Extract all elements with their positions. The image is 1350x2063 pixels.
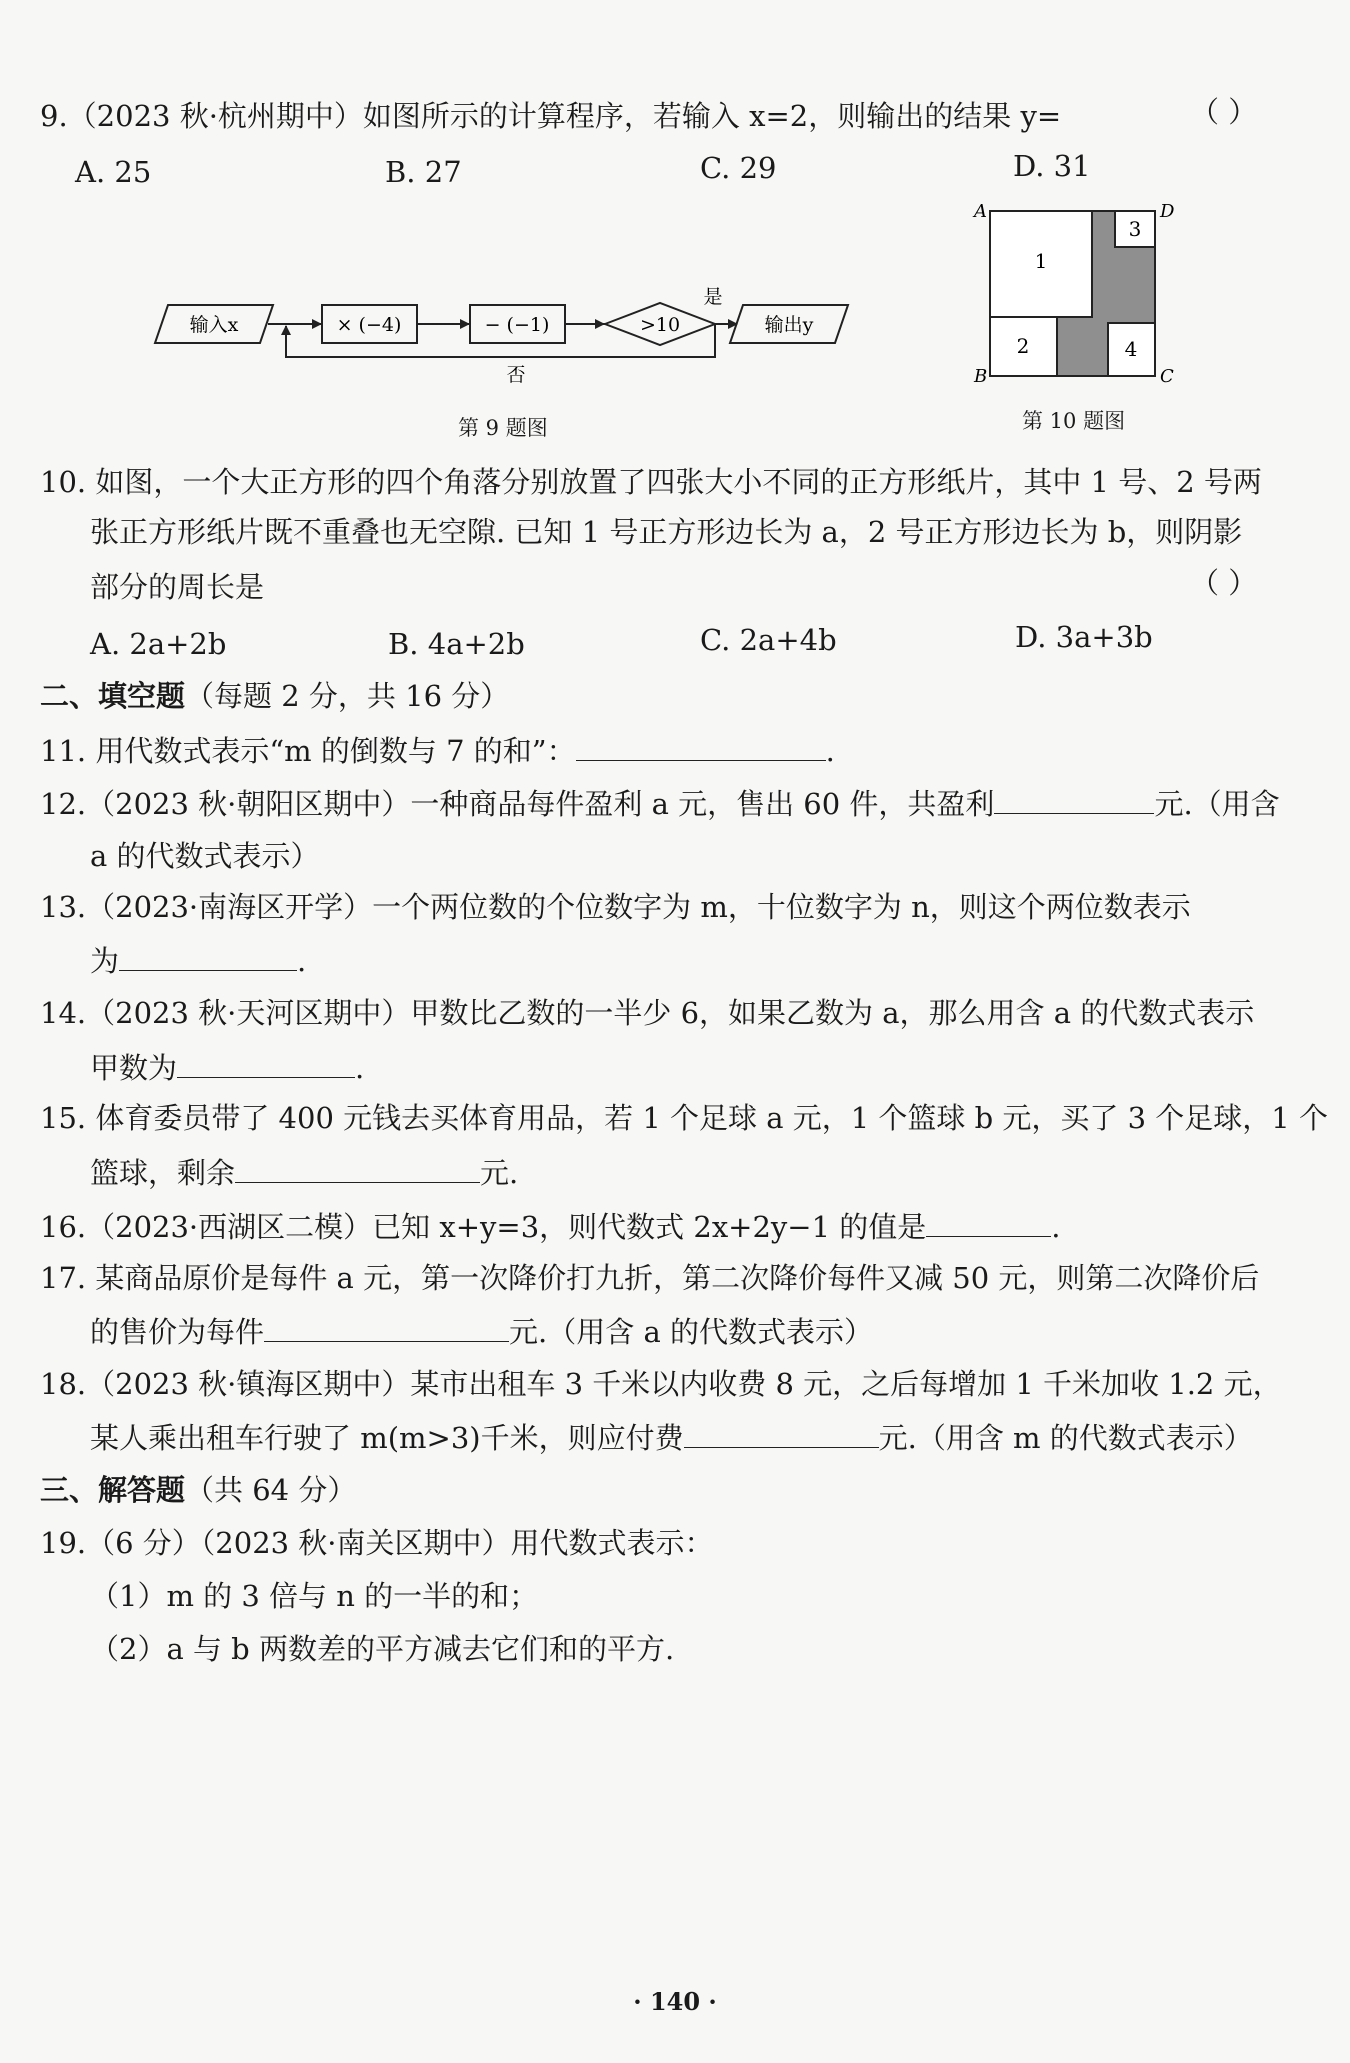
q15-line-1: 15. 体育委员带了 400 元钱去买体育用品，若 1 个足球 a 元，1 个篮球 b 元，买了 3 个足球，1 个 <box>40 1101 1328 1135</box>
q10-line-3: 部分的周长是 <box>90 570 265 604</box>
section-2-note: （每题 2 分，共 16 分） <box>185 679 510 713</box>
q15-end: 元. <box>480 1156 519 1190</box>
q16-text: 16.（2023·西湖区二模）已知 x+y=3，则代数式 2x+2y−1 的值是 <box>40 1210 927 1244</box>
q10-line-2: 张正方形纸片既不重叠也无空隙. 已知 1 号正方形边长为 a，2 号正方形边长为 b，则阴影 <box>90 515 1243 549</box>
q10-option-a: A. 2a+2b <box>90 627 227 661</box>
q9-option-d: D. 31 <box>1013 149 1091 183</box>
flow-yes-label: 是 <box>703 286 723 308</box>
q10-option-b: B. 4a+2b <box>388 627 525 661</box>
corner-b-label: B <box>974 366 988 387</box>
q9-flowchart <box>150 285 860 395</box>
flow-step1-label: × (−4) <box>336 314 402 336</box>
q13-line-2 <box>90 940 306 981</box>
q10-option-d: D. 3a+3b <box>1015 620 1153 654</box>
q18-end: 元.（用含 m 的代数式表示） <box>878 1421 1253 1455</box>
q10-option-c: C. 2a+4b <box>700 623 837 657</box>
q9-answer-paren: （ ） <box>1190 95 1258 129</box>
corner-a-label: A <box>974 201 987 222</box>
q14-line-1: 14.（2023 秋·天河区期中）甲数比乙数的一半少 6，如果乙数为 a，那么用含 a 的代数式表示 <box>40 996 1255 1030</box>
fig10-caption: 第 10 题图 <box>1022 409 1126 433</box>
q12-text-end: 元.（用含 <box>1154 787 1280 821</box>
q14-answer-blank[interactable] <box>177 1047 355 1078</box>
square-3-label: 3 <box>1128 217 1142 241</box>
q17-line-2 <box>90 1311 873 1352</box>
flow-no-label: 否 <box>506 364 526 386</box>
q11-answer-blank[interactable] <box>576 730 826 761</box>
q12-line-1 <box>40 783 1280 824</box>
q17-end: 元.（用含 a 的代数式表示） <box>509 1315 873 1349</box>
q18-text-2: 某人乘出租车行驶了 m(m>3)千米，则应付费 <box>90 1421 684 1455</box>
q11 <box>40 730 835 771</box>
square-2-label: 2 <box>1016 334 1030 358</box>
corner-d-label: D <box>1160 201 1175 222</box>
q18-answer-blank[interactable] <box>684 1417 879 1448</box>
section-2-heading <box>40 676 509 716</box>
q9-stem: 9.（2023 秋·杭州期中）如图所示的计算程序，若输入 x=2，则输出的结果 y= <box>40 99 1062 133</box>
flow-output-label: 输出y <box>764 314 814 336</box>
q17-answer-blank[interactable] <box>264 1311 509 1342</box>
q13-end: . <box>297 944 307 978</box>
q11-text: 11. 用代数式表示“m 的倒数与 7 的和”： <box>40 734 576 768</box>
section-3-heading <box>40 1470 356 1510</box>
q12-line-2: a 的代数式表示） <box>90 839 320 873</box>
square-1-label: 1 <box>1034 249 1048 273</box>
q19-stem: 19.（6 分）（2023 秋·南关区期中）用代数式表示： <box>40 1526 714 1560</box>
q18-line-2 <box>90 1417 1253 1458</box>
q10-answer-paren: （ ） <box>1190 566 1258 600</box>
q16-answer-blank[interactable] <box>926 1206 1051 1237</box>
q17-text-2: 的售价为每件 <box>90 1315 265 1349</box>
square-4-label: 4 <box>1124 337 1138 361</box>
section-3-title: 三、解答题 <box>40 1473 186 1507</box>
q12-answer-blank[interactable] <box>994 783 1154 814</box>
q19-part-1: （1）m 的 3 倍与 n 的一半的和； <box>90 1579 539 1613</box>
fig9-caption: 第 9 题图 <box>458 416 548 440</box>
section-3-note: （共 64 分） <box>185 1473 357 1507</box>
q17-line-1: 17. 某商品原价是每件 a 元，第一次降价打九折，第二次降价每件又减 50 元，则第二次降价后 <box>40 1261 1260 1295</box>
q13-answer-blank[interactable] <box>119 940 297 971</box>
section-2-title: 二、填空题 <box>40 679 186 713</box>
flow-step2-label: − (−1) <box>484 314 550 336</box>
q14-end: . <box>355 1051 365 1085</box>
flow-input-label: 输入x <box>189 314 239 336</box>
q16-end: . <box>1051 1210 1061 1244</box>
q14-text-2: 甲数为 <box>90 1051 178 1085</box>
q11-end: . <box>825 734 835 768</box>
q10-square-figure <box>970 195 1180 390</box>
corner-c-label: C <box>1160 366 1174 387</box>
q12-text: 12.（2023 秋·朝阳区期中）一种商品每件盈利 a 元，售出 60 件，共盈利 <box>40 787 995 821</box>
page-number: · 140 · <box>633 1987 717 2016</box>
q13-line-1: 13.（2023·南海区开学）一个两位数的个位数字为 m，十位数字为 n，则这个两位数表示 <box>40 890 1191 924</box>
q9-option-c: C. 29 <box>700 151 777 185</box>
q10-line-1: 10. 如图，一个大正方形的四个角落分别放置了四张大小不同的正方形纸片，其中 1 号、2 号两 <box>40 465 1262 499</box>
q14-line-2 <box>90 1047 364 1088</box>
q15-answer-blank[interactable] <box>235 1152 480 1183</box>
q18-line-1: 18.（2023 秋·镇海区期中）某市出租车 3 千米以内收费 8 元，之后每增加 1 千米加收 1.2 元， <box>40 1367 1282 1401</box>
q19-part-2: （2）a 与 b 两数差的平方减去它们和的平方. <box>90 1632 675 1666</box>
q15-text-2: 篮球，剩余 <box>90 1156 236 1190</box>
q16 <box>40 1206 1061 1247</box>
q9-option-a: A. 25 <box>75 155 152 189</box>
flow-condition-label: >10 <box>639 314 681 336</box>
q13-text-2: 为 <box>90 944 120 978</box>
q15-line-2 <box>90 1152 518 1193</box>
q9-option-b: B. 27 <box>385 155 462 189</box>
